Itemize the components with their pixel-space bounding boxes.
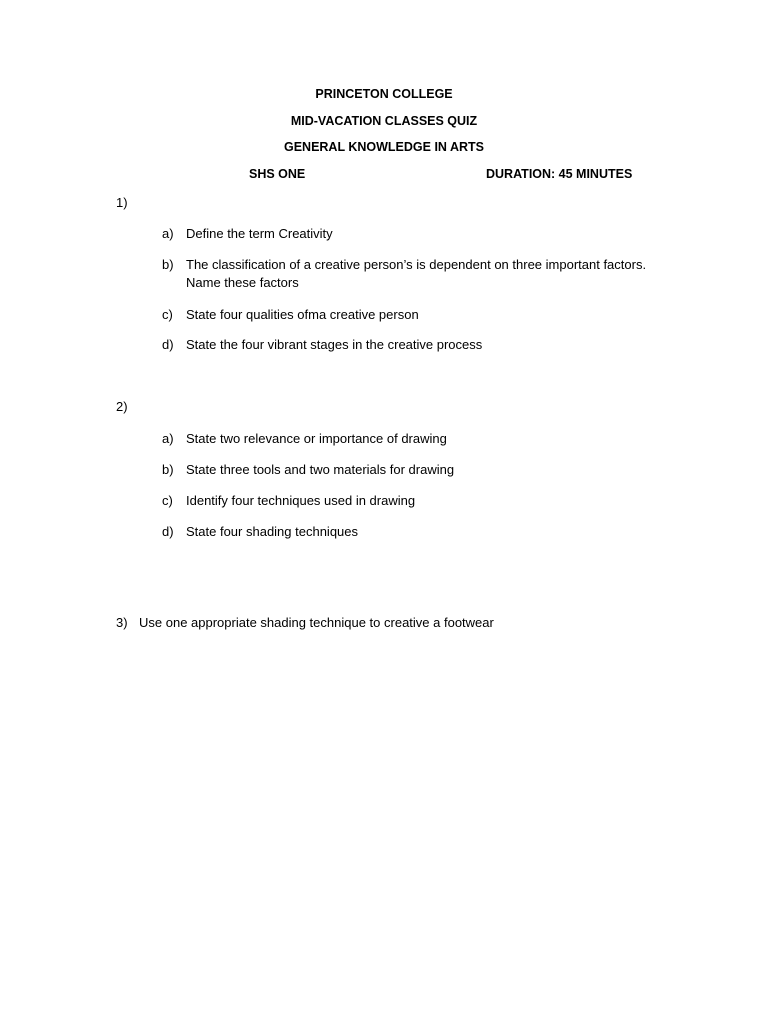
question-3-number: 3)	[116, 615, 128, 630]
duration-label: DURATION: 45 MINUTES	[486, 167, 633, 181]
part-letter: d)	[162, 337, 174, 352]
class-label: SHS ONE	[249, 167, 306, 181]
part-letter: c)	[162, 493, 173, 508]
part-letter: d)	[162, 524, 174, 539]
part-letter: c)	[162, 307, 173, 322]
subject-title: GENERAL KNOWLEDGE IN ARTS	[283, 140, 484, 154]
question-1d	[162, 336, 672, 354]
part-text: State four qualities ofma creative person	[186, 307, 419, 322]
question-3-text: Use one appropriate shading technique to creative a footwear	[139, 615, 494, 630]
part-letter: b)	[162, 462, 174, 477]
question-2d	[162, 523, 672, 541]
question-2-number: 2)	[116, 399, 128, 414]
part-letter: a)	[162, 431, 174, 446]
part-text: State two relevance or importance of drawing	[186, 431, 447, 446]
question-2c	[162, 492, 672, 510]
question-1c	[162, 306, 672, 324]
question-1-number: 1)	[116, 195, 128, 210]
quiz-title: MID-VACATION CLASSES QUIZ	[290, 114, 478, 128]
part-letter: a)	[162, 226, 174, 241]
part-text: State the four vibrant stages in the creative process	[186, 337, 483, 352]
question-1a	[162, 225, 672, 243]
question-2b	[162, 461, 672, 479]
question-1b	[162, 256, 672, 292]
part-text: State three tools and two materials for drawing	[186, 462, 455, 477]
school-name: PRINCETON COLLEGE	[315, 87, 453, 101]
part-text: The classification of a creative person’s is dependent on three important factors. Name these factors	[186, 257, 647, 290]
part-text: Define the term Creativity	[186, 226, 333, 241]
part-text: Identify four techniques used in drawing	[186, 493, 416, 508]
question-2a	[162, 430, 672, 448]
part-letter: b)	[162, 257, 174, 272]
part-text: State four shading techniques	[186, 524, 359, 539]
